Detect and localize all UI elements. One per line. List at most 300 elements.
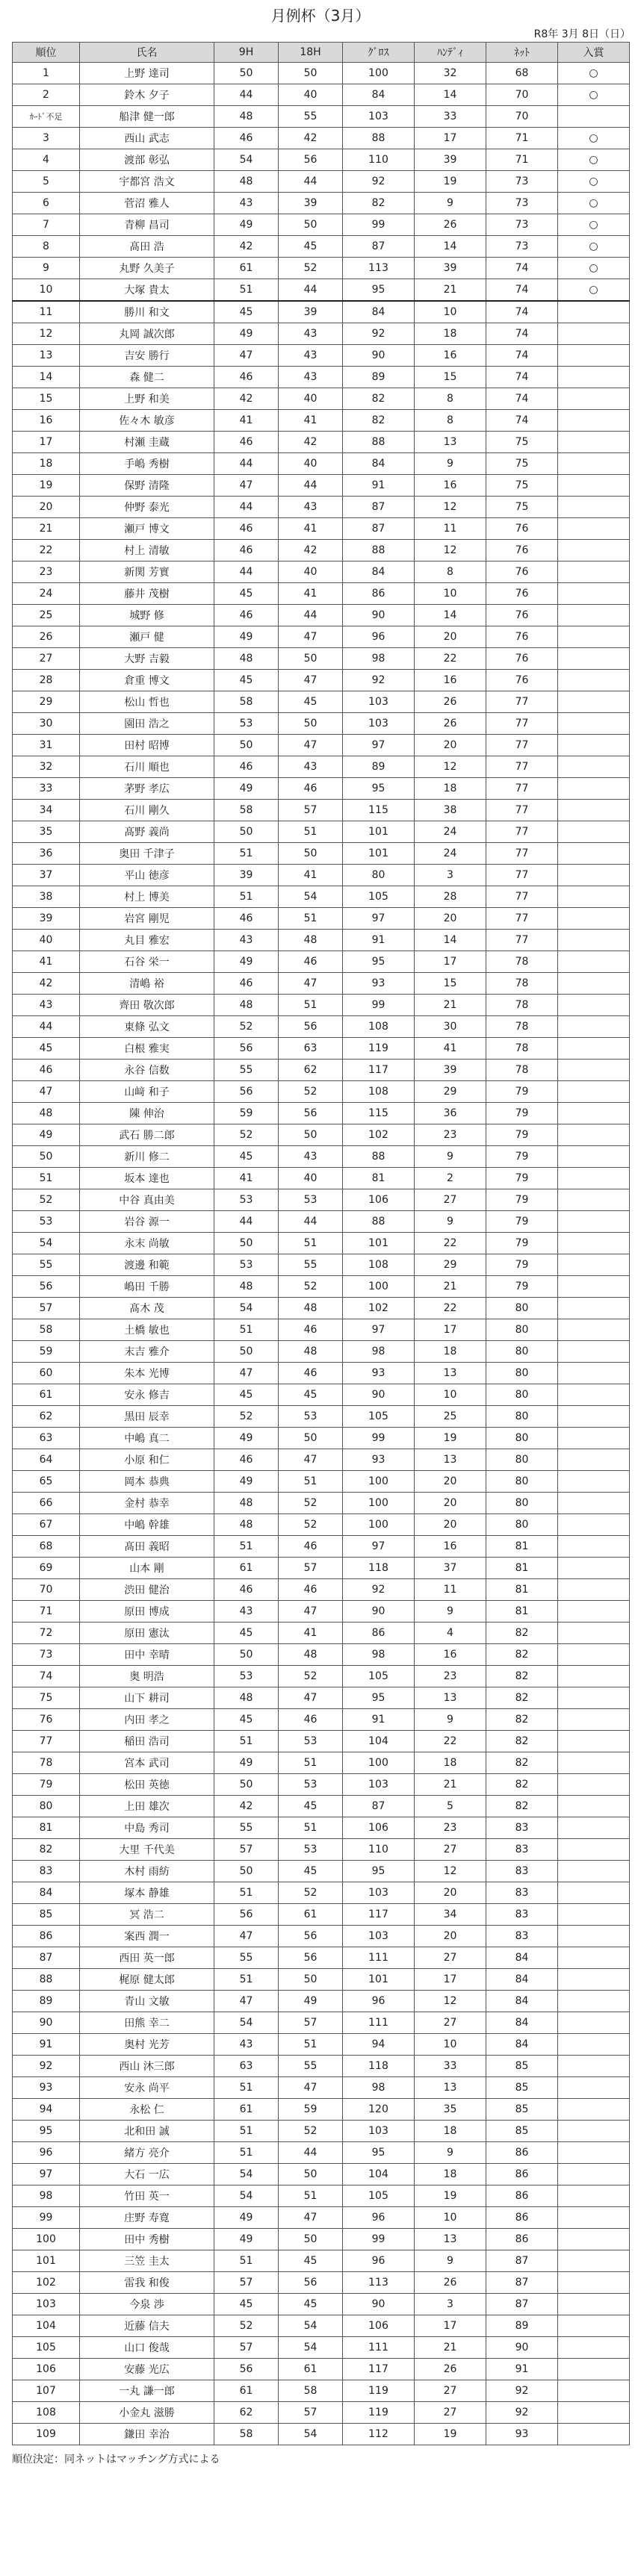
cell-prize xyxy=(558,453,630,475)
table-row xyxy=(13,540,630,561)
table-row xyxy=(13,432,630,453)
cell-gross: 101 xyxy=(343,843,415,865)
cell-gross: 96 xyxy=(343,1991,415,2012)
table-row xyxy=(13,2229,630,2250)
cell-net: 73 xyxy=(486,214,558,236)
cell-handicap: 13 xyxy=(415,2077,486,2099)
cell-in: 48 xyxy=(279,1341,343,1363)
cell-gross: 106 xyxy=(343,1817,415,1839)
cell-name: 仲野 泰光 xyxy=(80,497,214,518)
cell-handicap: 9 xyxy=(415,453,486,475)
cell-rank: 57 xyxy=(13,1298,80,1319)
cell-out: 51 xyxy=(214,843,279,865)
cell-out: 48 xyxy=(214,106,279,128)
cell-in: 62 xyxy=(279,1060,343,1081)
cell-gross: 98 xyxy=(343,2077,415,2099)
cell-in: 57 xyxy=(279,2402,343,2424)
cell-name: 田中 秀樹 xyxy=(80,2229,214,2250)
cell-out: 61 xyxy=(214,258,279,279)
cell-in: 42 xyxy=(279,128,343,149)
table-row xyxy=(13,800,630,821)
cell-in: 56 xyxy=(279,149,343,171)
cell-gross: 87 xyxy=(343,1796,415,1817)
cell-gross: 102 xyxy=(343,1298,415,1319)
cell-rank: 93 xyxy=(13,2077,80,2099)
cell-rank: 56 xyxy=(13,1276,80,1298)
cell-in: 45 xyxy=(279,1384,343,1406)
cell-gross: 98 xyxy=(343,648,415,670)
cell-net: 84 xyxy=(486,2034,558,2056)
cell-rank: 11 xyxy=(13,301,80,323)
cell-gross: 103 xyxy=(343,713,415,735)
cell-in: 50 xyxy=(279,2229,343,2250)
cell-name: 中谷 真由美 xyxy=(80,1189,214,1211)
cell-handicap: 38 xyxy=(415,800,486,821)
cell-in: 52 xyxy=(279,1514,343,1536)
cell-name: 大里 千代美 xyxy=(80,1839,214,1861)
cell-handicap: 17 xyxy=(415,1319,486,1341)
cell-rank: 65 xyxy=(13,1471,80,1493)
cell-out: 56 xyxy=(214,2359,279,2380)
table-row xyxy=(13,1428,630,1449)
cell-handicap: 18 xyxy=(415,1341,486,1363)
cell-out: 43 xyxy=(214,193,279,214)
cell-handicap: 29 xyxy=(415,1081,486,1103)
cell-rank: 70 xyxy=(13,1579,80,1601)
cell-gross: 100 xyxy=(343,1471,415,1493)
cell-name: 田村 昭博 xyxy=(80,735,214,756)
cell-rank: 1 xyxy=(13,63,80,84)
cell-out: 46 xyxy=(214,908,279,930)
cell-net: 78 xyxy=(486,1060,558,1081)
table-row xyxy=(13,2272,630,2294)
cell-in: 52 xyxy=(279,2121,343,2142)
table-row xyxy=(13,2359,630,2380)
cell-prize xyxy=(558,1363,630,1384)
cell-handicap: 39 xyxy=(415,1060,486,1081)
cell-gross: 92 xyxy=(343,171,415,193)
cell-name: 山口 俊哉 xyxy=(80,2337,214,2359)
cell-rank: 37 xyxy=(13,865,80,886)
cell-prize xyxy=(558,2077,630,2099)
cell-in: 47 xyxy=(279,973,343,995)
table-row xyxy=(13,1038,630,1060)
cell-out: 49 xyxy=(214,1471,279,1493)
cell-handicap: 20 xyxy=(415,908,486,930)
cell-rank: 63 xyxy=(13,1428,80,1449)
table-row xyxy=(13,2315,630,2337)
cell-out: 46 xyxy=(214,756,279,778)
cell-name: 渡部 彰弘 xyxy=(80,149,214,171)
cell-name: 冥 浩二 xyxy=(80,1904,214,1926)
cell-gross: 91 xyxy=(343,1709,415,1731)
cell-net: 87 xyxy=(486,2250,558,2272)
cell-handicap: 23 xyxy=(415,1666,486,1687)
cell-name: 金村 恭幸 xyxy=(80,1493,214,1514)
cell-name: 村上 清敏 xyxy=(80,540,214,561)
cell-net: 83 xyxy=(486,1926,558,1947)
cell-net: 76 xyxy=(486,561,558,583)
cell-net: 83 xyxy=(486,1882,558,1904)
cell-name: 村瀬 圭蔵 xyxy=(80,432,214,453)
table-row xyxy=(13,670,630,691)
table-row xyxy=(13,605,630,626)
cell-out: 45 xyxy=(214,670,279,691)
cell-handicap: 18 xyxy=(415,2121,486,2142)
cell-name: 木村 雨紡 xyxy=(80,1861,214,1882)
cell-in: 43 xyxy=(279,756,343,778)
cell-in: 43 xyxy=(279,345,343,367)
table-row xyxy=(13,1796,630,1817)
cell-in: 47 xyxy=(279,670,343,691)
header-handicap: ﾊﾝﾃﾞｨ xyxy=(415,43,486,63)
cell-rank: 33 xyxy=(13,778,80,800)
table-row xyxy=(13,1861,630,1882)
cell-name: 上田 雄次 xyxy=(80,1796,214,1817)
cell-net: 76 xyxy=(486,670,558,691)
cell-rank: 27 xyxy=(13,648,80,670)
cell-gross: 99 xyxy=(343,2229,415,2250)
cell-net: 87 xyxy=(486,2294,558,2315)
cell-net: 82 xyxy=(486,1687,558,1709)
cell-handicap: 32 xyxy=(415,63,486,84)
cell-out: 59 xyxy=(214,1103,279,1124)
cell-in: 47 xyxy=(279,2077,343,2099)
cell-handicap: 9 xyxy=(415,1211,486,1233)
cell-out: 53 xyxy=(214,1666,279,1687)
cell-gross: 115 xyxy=(343,800,415,821)
table-row xyxy=(13,1211,630,1233)
cell-prize xyxy=(558,951,630,973)
cell-handicap: 12 xyxy=(415,497,486,518)
cell-in: 45 xyxy=(279,1796,343,1817)
cell-in: 48 xyxy=(279,1644,343,1666)
cell-in: 52 xyxy=(279,1666,343,1687)
cell-name: 塚本 静雄 xyxy=(80,1882,214,1904)
cell-out: 44 xyxy=(214,561,279,583)
cell-name: 奥村 光芳 xyxy=(80,2034,214,2056)
cell-rank: 85 xyxy=(13,1904,80,1926)
cell-name: 上野 和美 xyxy=(80,388,214,410)
cell-prize xyxy=(558,2380,630,2402)
cell-in: 52 xyxy=(279,1081,343,1103)
cell-name: 三笠 圭太 xyxy=(80,2250,214,2272)
cell-gross: 119 xyxy=(343,2380,415,2402)
cell-net: 78 xyxy=(486,995,558,1016)
cell-in: 50 xyxy=(279,214,343,236)
table-row xyxy=(13,2294,630,2315)
cell-out: 54 xyxy=(214,2164,279,2185)
cell-in: 44 xyxy=(279,475,343,497)
header-net: ﾈｯﾄ xyxy=(486,43,558,63)
cell-rank: 100 xyxy=(13,2229,80,2250)
table-row xyxy=(13,843,630,865)
cell-handicap: 19 xyxy=(415,1428,486,1449)
cell-rank: 32 xyxy=(13,756,80,778)
cell-gross: 90 xyxy=(343,605,415,626)
cell-prize xyxy=(558,1038,630,1060)
cell-prize xyxy=(558,106,630,128)
cell-in: 63 xyxy=(279,1038,343,1060)
table-row xyxy=(13,1254,630,1276)
cell-out: 61 xyxy=(214,2099,279,2121)
cell-gross: 95 xyxy=(343,2142,415,2164)
cell-out: 41 xyxy=(214,410,279,432)
cell-gross: 96 xyxy=(343,626,415,648)
cell-in: 42 xyxy=(279,540,343,561)
cell-in: 41 xyxy=(279,865,343,886)
cell-handicap: 24 xyxy=(415,843,486,865)
cell-handicap: 36 xyxy=(415,1103,486,1124)
cell-handicap: 27 xyxy=(415,2380,486,2402)
cell-gross: 97 xyxy=(343,735,415,756)
cell-net: 81 xyxy=(486,1579,558,1601)
cell-in: 59 xyxy=(279,2099,343,2121)
cell-prize xyxy=(558,2207,630,2229)
table-row xyxy=(13,475,630,497)
cell-gross: 91 xyxy=(343,475,415,497)
table-row xyxy=(13,63,630,84)
cell-in: 40 xyxy=(279,453,343,475)
cell-name: 大塚 貴太 xyxy=(80,279,214,302)
cell-out: 46 xyxy=(214,1579,279,1601)
cell-name: 青柳 昌司 xyxy=(80,214,214,236)
cell-in: 43 xyxy=(279,1146,343,1168)
cell-out: 48 xyxy=(214,1276,279,1298)
cell-name: 瀬戸 健 xyxy=(80,626,214,648)
cell-handicap: 5 xyxy=(415,1796,486,1817)
table-row xyxy=(13,279,630,302)
cell-net: 78 xyxy=(486,951,558,973)
cell-prize xyxy=(558,1709,630,1731)
cell-gross: 105 xyxy=(343,886,415,908)
cell-net: 79 xyxy=(486,1146,558,1168)
cell-gross: 99 xyxy=(343,995,415,1016)
cell-rank: 67 xyxy=(13,1514,80,1536)
table-row xyxy=(13,518,630,540)
table-row xyxy=(13,973,630,995)
cell-out: 51 xyxy=(214,1731,279,1752)
cell-gross: 105 xyxy=(343,1406,415,1428)
cell-handicap: 14 xyxy=(415,84,486,106)
cell-out: 48 xyxy=(214,171,279,193)
cell-net: 84 xyxy=(486,1969,558,1991)
cell-gross: 88 xyxy=(343,128,415,149)
cell-name: 末吉 雅介 xyxy=(80,1341,214,1363)
cell-prize xyxy=(558,778,630,800)
cell-rank: 38 xyxy=(13,886,80,908)
cell-net: 86 xyxy=(486,2164,558,2185)
cell-in: 53 xyxy=(279,1839,343,1861)
cell-prize xyxy=(558,1817,630,1839)
cell-in: 47 xyxy=(279,1601,343,1623)
cell-net: 85 xyxy=(486,2099,558,2121)
cell-gross: 104 xyxy=(343,1731,415,1752)
cell-in: 51 xyxy=(279,2034,343,2056)
cell-net: 79 xyxy=(486,1189,558,1211)
table-row xyxy=(13,410,630,432)
cell-name: 渡邊 和範 xyxy=(80,1254,214,1276)
cell-out: 46 xyxy=(214,432,279,453)
table-row xyxy=(13,1514,630,1536)
cell-net: 82 xyxy=(486,1796,558,1817)
cell-handicap: 12 xyxy=(415,1861,486,1882)
cell-rank: 101 xyxy=(13,2250,80,2272)
cell-name: 鈴木 夕子 xyxy=(80,84,214,106)
table-row xyxy=(13,1947,630,1969)
cell-out: 46 xyxy=(214,973,279,995)
cell-gross: 82 xyxy=(343,193,415,214)
cell-rank: 6 xyxy=(13,193,80,214)
cell-in: 39 xyxy=(279,301,343,323)
cell-net: 76 xyxy=(486,605,558,626)
cell-rank: 74 xyxy=(13,1666,80,1687)
cell-rank: 14 xyxy=(13,367,80,388)
cell-prize xyxy=(558,1796,630,1817)
cell-net: 83 xyxy=(486,1817,558,1839)
cell-rank: 95 xyxy=(13,2121,80,2142)
table-header-row xyxy=(13,43,630,63)
cell-rank: 107 xyxy=(13,2380,80,2402)
table-row xyxy=(13,1558,630,1579)
cell-handicap: 23 xyxy=(415,1817,486,1839)
cell-name: 中嶋 幹雄 xyxy=(80,1514,214,1536)
cell-name: 村上 博美 xyxy=(80,886,214,908)
cell-out: 46 xyxy=(214,518,279,540)
cell-rank: 51 xyxy=(13,1168,80,1189)
cell-gross: 119 xyxy=(343,1038,415,1060)
cell-in: 50 xyxy=(279,63,343,84)
cell-in: 40 xyxy=(279,84,343,106)
cell-name: 内田 孝之 xyxy=(80,1709,214,1731)
cell-prize xyxy=(558,2185,630,2207)
cell-gross: 100 xyxy=(343,1514,415,1536)
cell-prize xyxy=(558,1514,630,1536)
cell-net: 87 xyxy=(486,2272,558,2294)
cell-gross: 103 xyxy=(343,2121,415,2142)
cell-in: 39 xyxy=(279,193,343,214)
cell-out: 46 xyxy=(214,128,279,149)
cell-out: 48 xyxy=(214,1687,279,1709)
cell-handicap: 11 xyxy=(415,1579,486,1601)
table-row xyxy=(13,2034,630,2056)
cell-out: 50 xyxy=(214,735,279,756)
cell-rank: 62 xyxy=(13,1406,80,1428)
table-row xyxy=(13,2185,630,2207)
cell-rank: 78 xyxy=(13,1752,80,1774)
table-row xyxy=(13,1644,630,1666)
cell-net: 74 xyxy=(486,323,558,345)
cell-handicap: 22 xyxy=(415,648,486,670)
table-row xyxy=(13,1124,630,1146)
cell-handicap: 3 xyxy=(415,865,486,886)
table-row xyxy=(13,1363,630,1384)
table-row xyxy=(13,1882,630,1904)
cell-rank: 73 xyxy=(13,1644,80,1666)
cell-net: 80 xyxy=(486,1449,558,1471)
cell-net: 78 xyxy=(486,973,558,995)
cell-rank: 7 xyxy=(13,214,80,236)
cell-net: 80 xyxy=(486,1298,558,1319)
cell-prize xyxy=(558,2272,630,2294)
cell-rank: 53 xyxy=(13,1211,80,1233)
cell-net: 74 xyxy=(486,301,558,323)
cell-handicap: 41 xyxy=(415,1038,486,1060)
cell-name: 坂本 達也 xyxy=(80,1168,214,1189)
cell-out: 50 xyxy=(214,1233,279,1254)
cell-name: 庄野 寿寛 xyxy=(80,2207,214,2229)
cell-net: 68 xyxy=(486,63,558,84)
cell-net: 85 xyxy=(486,2056,558,2077)
table-row xyxy=(13,323,630,345)
cell-handicap: 13 xyxy=(415,1363,486,1384)
cell-gross: 93 xyxy=(343,973,415,995)
cell-handicap: 8 xyxy=(415,561,486,583)
cell-gross: 93 xyxy=(343,1363,415,1384)
cell-net: 79 xyxy=(486,1254,558,1276)
cell-net: 80 xyxy=(486,1428,558,1449)
cell-in: 56 xyxy=(279,1103,343,1124)
cell-handicap: 16 xyxy=(415,1644,486,1666)
cell-handicap: 14 xyxy=(415,236,486,258)
header-prize: 入賞 xyxy=(558,43,630,63)
cell-prize xyxy=(558,2402,630,2424)
cell-name: 宇都宮 浩文 xyxy=(80,171,214,193)
cell-rank: 3 xyxy=(13,128,80,149)
cell-rank: 22 xyxy=(13,540,80,561)
cell-prize xyxy=(558,1168,630,1189)
cell-net: 80 xyxy=(486,1406,558,1428)
cell-prize xyxy=(558,1774,630,1796)
cell-net: 84 xyxy=(486,2012,558,2034)
cell-out: 45 xyxy=(214,583,279,605)
cell-in: 46 xyxy=(279,1536,343,1558)
cell-gross: 88 xyxy=(343,432,415,453)
cell-in: 44 xyxy=(279,2142,343,2164)
cell-name: 吉安 勝行 xyxy=(80,345,214,367)
cell-net: 83 xyxy=(486,1904,558,1926)
cell-name: 茅野 孝広 xyxy=(80,778,214,800)
table-row xyxy=(13,2142,630,2164)
cell-handicap: 20 xyxy=(415,1514,486,1536)
cell-net: 93 xyxy=(486,2424,558,2445)
cell-gross: 103 xyxy=(343,1774,415,1796)
cell-name: 雷我 和俊 xyxy=(80,2272,214,2294)
cell-rank: 55 xyxy=(13,1254,80,1276)
cell-name: 原田 博成 xyxy=(80,1601,214,1623)
cell-prize xyxy=(558,1471,630,1493)
cell-handicap: 13 xyxy=(415,2229,486,2250)
cell-name: 保野 清隆 xyxy=(80,475,214,497)
cell-in: 43 xyxy=(279,497,343,518)
cell-net: 77 xyxy=(486,908,558,930)
cell-handicap: 20 xyxy=(415,1471,486,1493)
cell-net: 77 xyxy=(486,843,558,865)
cell-net: 83 xyxy=(486,1839,558,1861)
cell-net: 80 xyxy=(486,1493,558,1514)
cell-handicap: 21 xyxy=(415,995,486,1016)
cell-out: 58 xyxy=(214,2424,279,2445)
cell-gross: 95 xyxy=(343,951,415,973)
cell-handicap: 10 xyxy=(415,301,486,323)
cell-handicap: 18 xyxy=(415,323,486,345)
cell-net: 75 xyxy=(486,475,558,497)
cell-prize xyxy=(558,1752,630,1774)
cell-name: 鎌田 幸治 xyxy=(80,2424,214,2445)
cell-handicap: 10 xyxy=(415,2207,486,2229)
table-row xyxy=(13,1276,630,1298)
cell-net: 74 xyxy=(486,410,558,432)
